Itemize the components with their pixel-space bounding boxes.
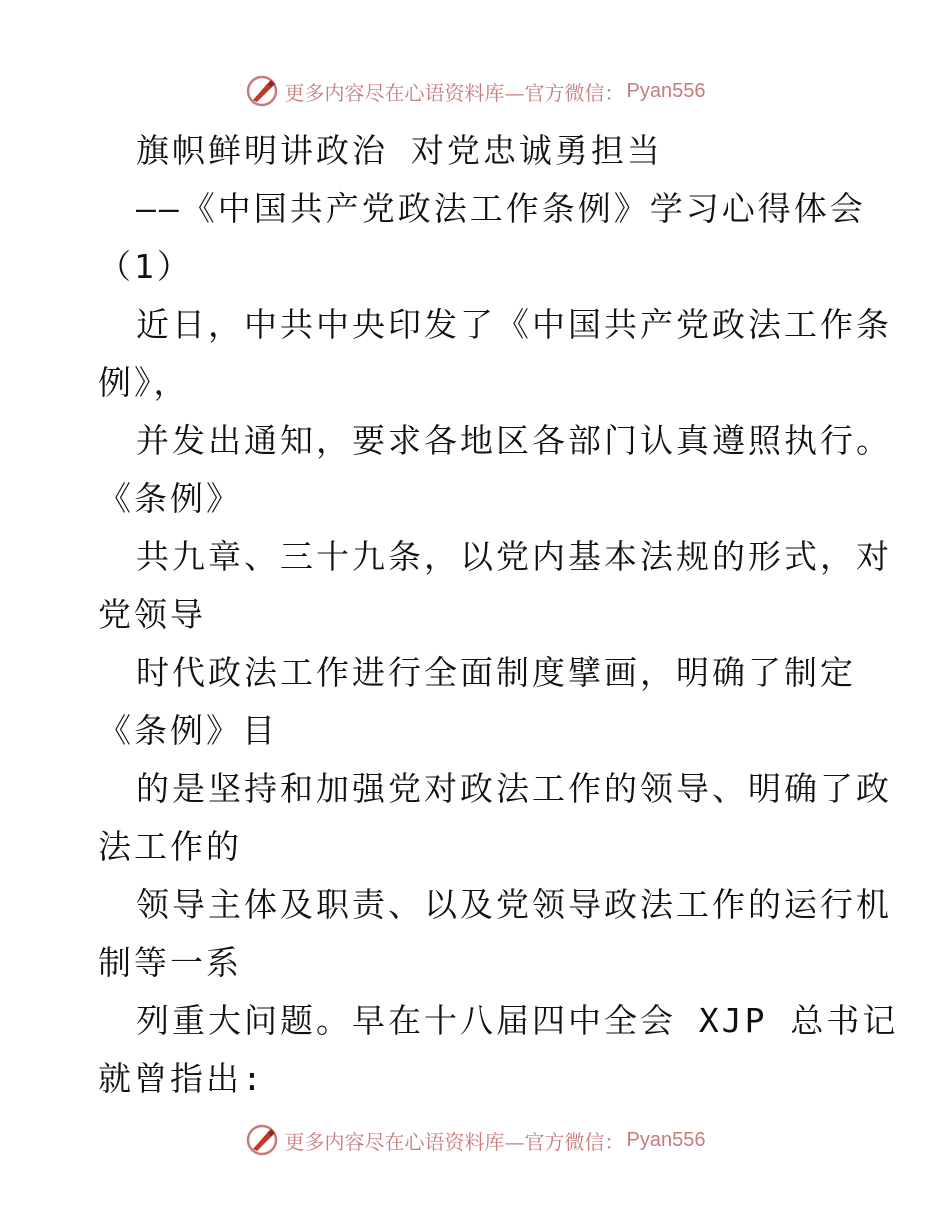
text-line: 的是坚持和加强党对政法工作的领导、明确了政: [136, 769, 892, 808]
text-line: 法工作的: [98, 827, 242, 866]
text-line: 例》，: [98, 363, 190, 402]
text-line: 近日，中共中央印发了《中国共产党政法工作条: [136, 305, 892, 344]
article-body: [98, 122, 899, 1108]
pen-nib-logo-icon: [245, 1123, 279, 1157]
footer-watermark: [0, 1117, 950, 1163]
article-title: 旗帜鲜明讲政治 对党忠诚勇担当: [136, 131, 663, 170]
subtitle-continuation: （1）: [98, 247, 193, 286]
text-line: 领导主体及职责、以及党领导政法工作的运行机: [136, 885, 892, 924]
text-line: 《条例》: [98, 479, 242, 518]
text-line: 时代政法工作进行全面制度擘画，明确了制定: [136, 653, 856, 692]
text-line: 并发出通知，要求各地区各部门认真遵照执行。: [136, 421, 892, 460]
watermark-text: 更多内容尽在心语资料库—官方微信：: [284, 1129, 625, 1154]
text-line: 共九章、三十九条，以党内基本法规的形式，对: [136, 537, 892, 576]
text-line: 制等一系: [98, 943, 242, 982]
text-line: 就曾指出:: [98, 1059, 265, 1098]
text-line: 列重大问题。早在十八届四中全会 XJP 总书记: [136, 1001, 899, 1040]
watermark-text: 更多内容尽在心语资料库—官方微信：: [284, 80, 625, 105]
header-watermark: [0, 68, 950, 114]
watermark-wechat-id: Pyan556: [626, 1128, 706, 1151]
pen-nib-logo-icon: [245, 74, 279, 108]
watermark-wechat-id: Pyan556: [626, 79, 706, 102]
article-subtitle: ——《中国共产党政法工作条例》学习心得体会: [136, 189, 866, 228]
text-line: 党领导: [98, 595, 206, 634]
text-line: 《条例》目: [98, 711, 278, 750]
